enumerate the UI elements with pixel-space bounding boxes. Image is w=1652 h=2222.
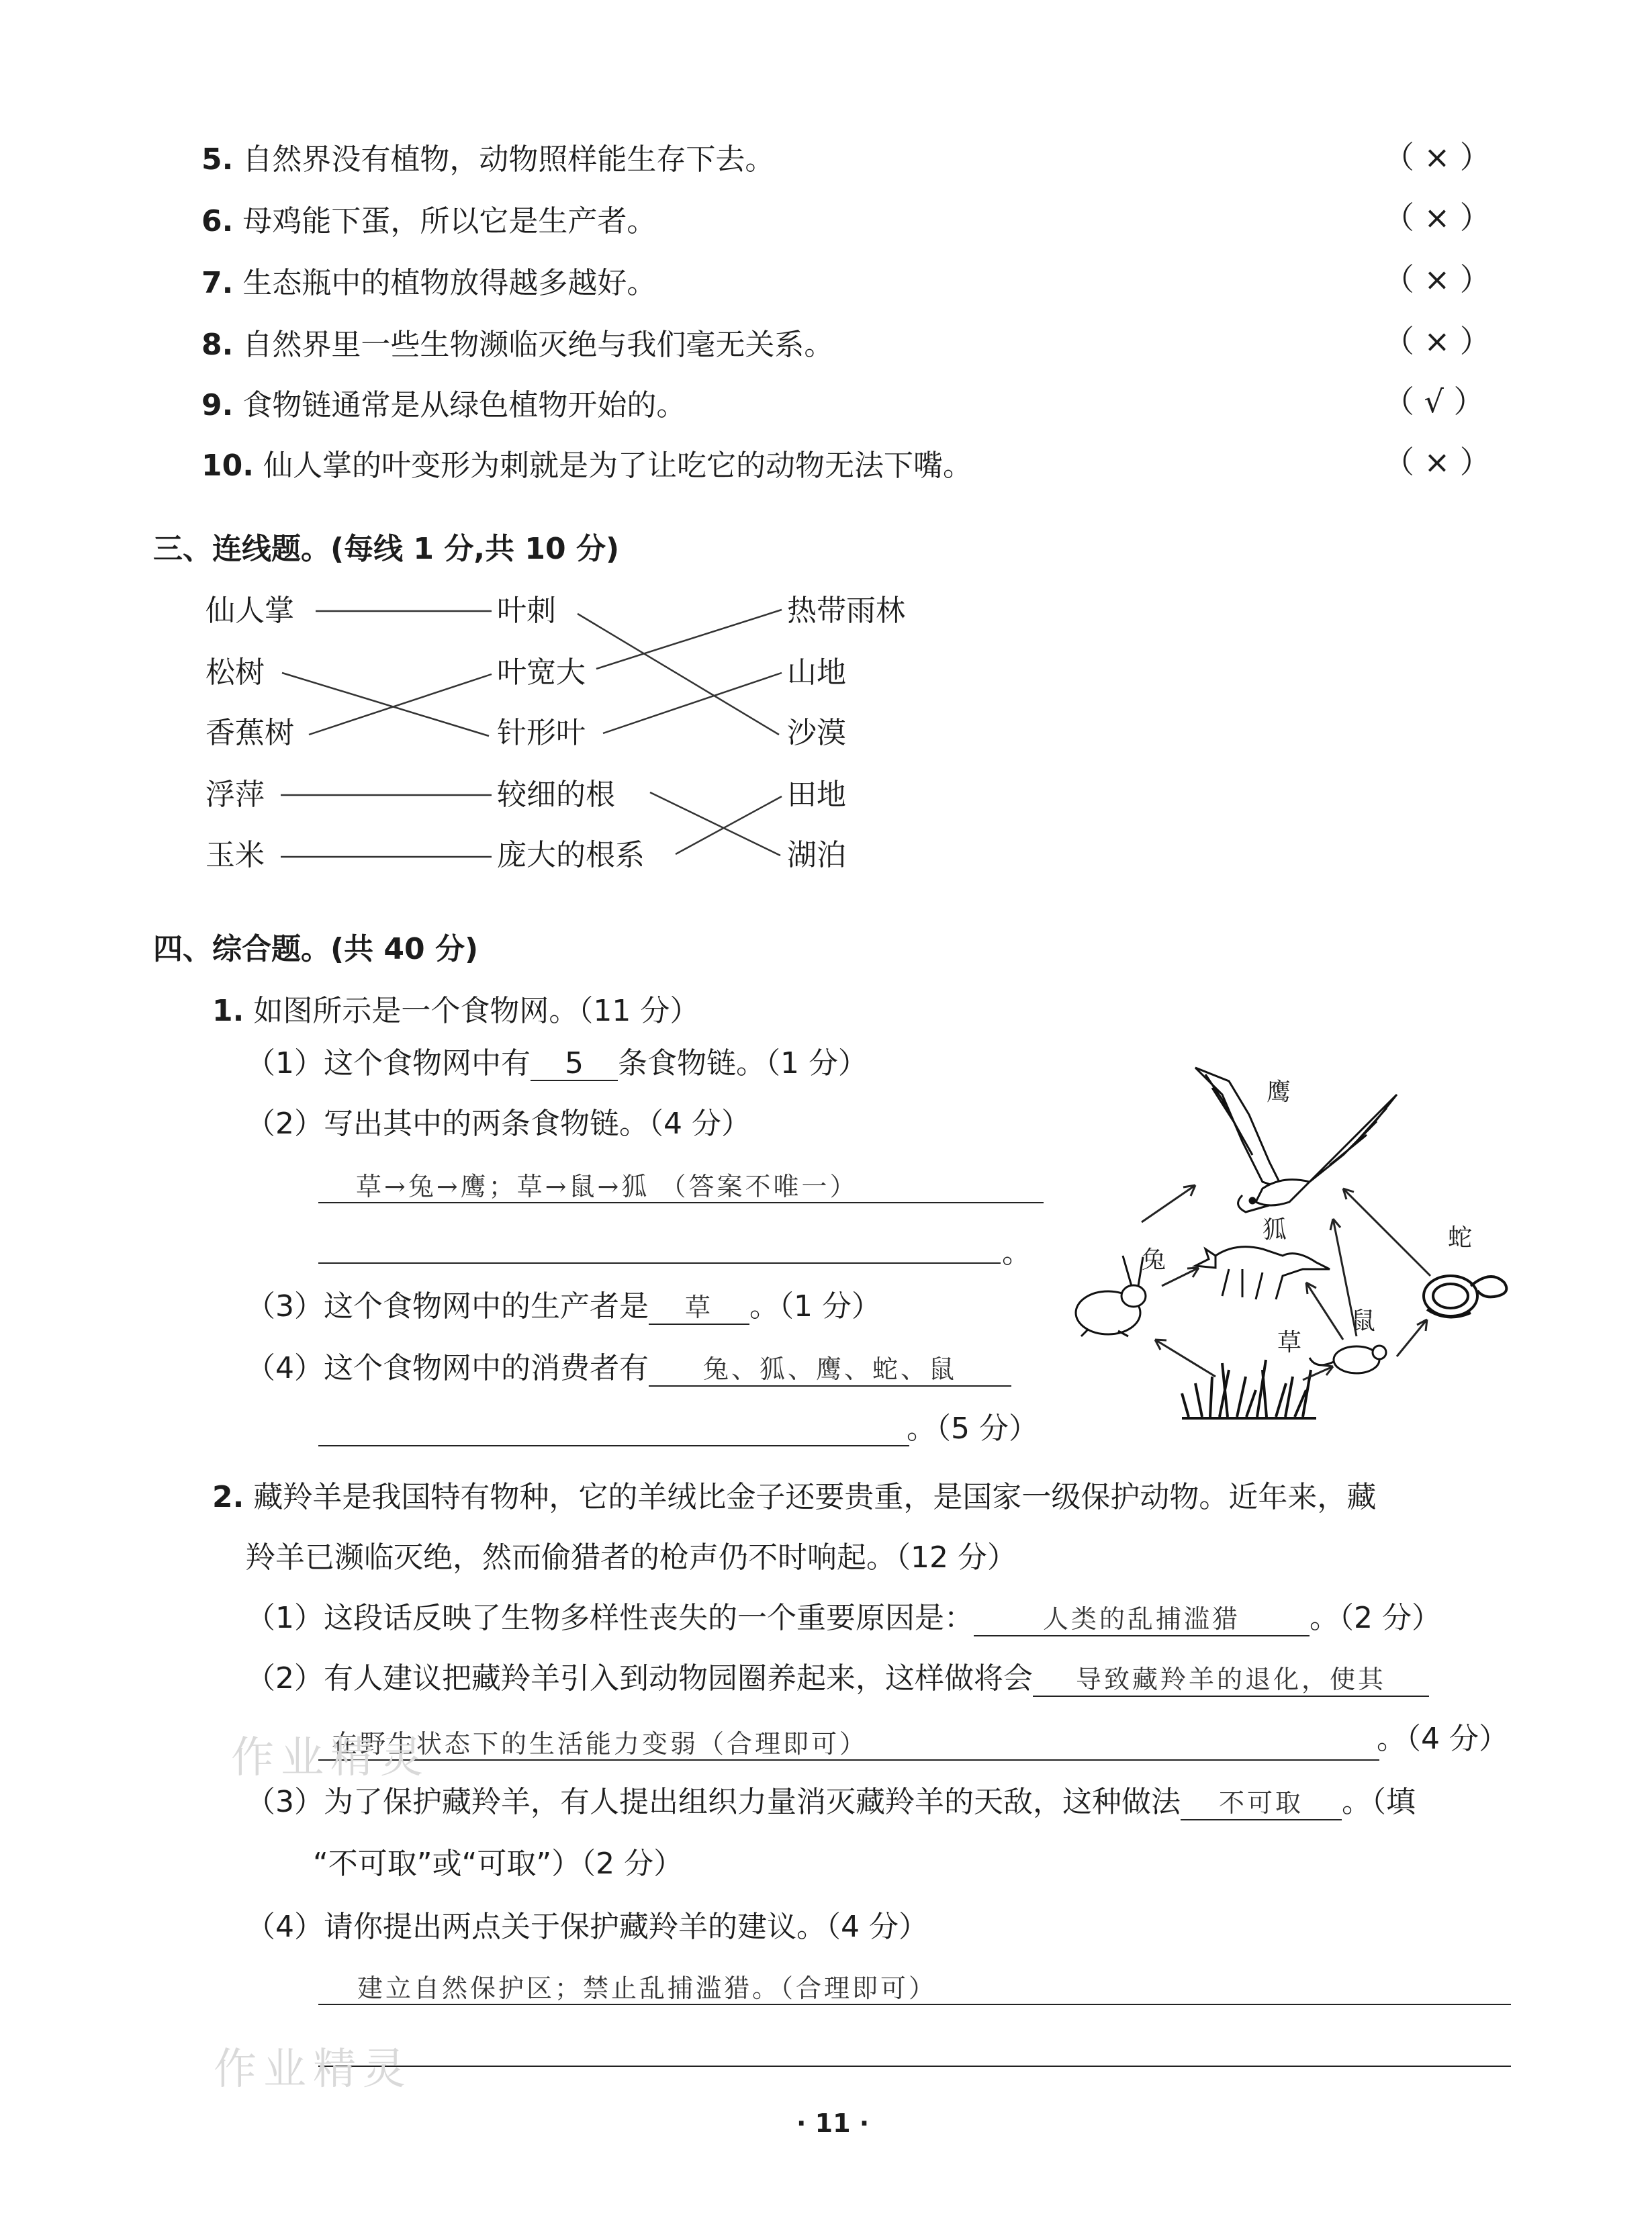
match-col3-item: 湖泊 bbox=[787, 838, 846, 872]
label-fox: 狐 bbox=[1263, 1216, 1287, 1244]
match-line bbox=[650, 792, 780, 855]
match-line bbox=[578, 614, 779, 735]
tf-mark: （ √ ） bbox=[1383, 383, 1485, 420]
match-lines bbox=[0, 0, 1652, 940]
match-col2-item: 针形叶 bbox=[497, 716, 586, 750]
match-col1-item: 玉米 bbox=[205, 838, 265, 872]
q2-part3: （3）为了保护藏羚羊，有人提出组织力量消灭藏羚羊的天敌，这种做法 不可取 。（填 bbox=[246, 1785, 1416, 1819]
q1-part2: （2）写出其中的两条食物链。（4 分） bbox=[246, 1107, 751, 1141]
watermark: 作业精灵 bbox=[214, 2045, 412, 2094]
match-col1-item: 松树 bbox=[205, 655, 265, 690]
match-col1-item: 仙人掌 bbox=[205, 594, 294, 628]
label-grass: 草 bbox=[1277, 1329, 1302, 1356]
q2-p2-end: 。（4 分） bbox=[1377, 1722, 1508, 1756]
q2-p3-answer: 不可取 bbox=[1181, 1787, 1342, 1820]
label-snake: 蛇 bbox=[1448, 1224, 1473, 1252]
match-col2-item: 庞大的根系 bbox=[497, 838, 645, 872]
section-4-title: 四、综合题。(共 40 分) bbox=[153, 932, 479, 966]
arrow-snake-eagle bbox=[1343, 1189, 1430, 1276]
match-line bbox=[596, 610, 782, 669]
q2-line1: 2. 藏羚羊是我国特有物种，它的羊绒比金子还要贵重，是国家一级保护动物。近年来，藏 bbox=[212, 1480, 1377, 1514]
rabbit-icon bbox=[1076, 1256, 1146, 1336]
q2-p2-answer-2: 在野生状态下的生活能力变弱（合理即可） bbox=[332, 1729, 868, 1759]
q2-p1-answer: 人类的乱捕滥猎 bbox=[974, 1603, 1310, 1636]
tf-item: 5. 自然界没有植物，动物照样能生存下去。 bbox=[201, 142, 775, 177]
eagle-icon bbox=[1195, 1068, 1397, 1212]
match-col3-item: 山地 bbox=[787, 655, 846, 690]
match-col2-item: 叶刺 bbox=[497, 594, 556, 628]
tf-mark: （ × ） bbox=[1383, 261, 1491, 297]
q1-part4: （4）这个食物网中的消费者有 兔、狐、鹰、蛇、鼠 bbox=[246, 1348, 1011, 1389]
match-col2-item: 较细的根 bbox=[497, 778, 615, 812]
answer-line bbox=[318, 1445, 909, 1446]
tf-item: 10. 仙人掌的叶变形为刺就是为了让吃它的动物无法下嘴。 bbox=[201, 449, 972, 483]
arrow-rabbit-eagle bbox=[1142, 1185, 1195, 1222]
tf-mark: （ × ） bbox=[1383, 444, 1491, 480]
tf-mark: （ × ） bbox=[1383, 323, 1491, 359]
match-col1-item: 香蕉树 bbox=[205, 716, 294, 750]
q2-p2-answer-1: 导致藏羚羊的退化，使其 bbox=[1033, 1663, 1429, 1697]
match-col3-item: 沙漠 bbox=[787, 716, 846, 750]
answer-line bbox=[318, 1202, 1044, 1203]
label-rabbit: 兔 bbox=[1142, 1246, 1166, 1274]
match-line bbox=[676, 796, 782, 854]
arrow-mouse-snake bbox=[1397, 1320, 1427, 1356]
match-col3-item: 热带雨林 bbox=[787, 594, 905, 628]
q1-part3: （3）这个食物网中的生产者是 草 。（1 分） bbox=[246, 1289, 881, 1324]
answer-line bbox=[318, 1759, 1379, 1761]
fox-icon bbox=[1195, 1247, 1330, 1299]
section-3-title: 三、连线题。(每线 1 分,共 10 分) bbox=[153, 532, 620, 566]
match-col2-item: 叶宽大 bbox=[497, 655, 586, 690]
answer-line bbox=[318, 2004, 1511, 2005]
q2-part2: （2）有人建议把藏羚羊引入到动物园圈养起来，这样做将会 导致藏羚羊的退化，使其 bbox=[246, 1659, 1429, 1699]
arrow-mouse-fox bbox=[1306, 1283, 1343, 1340]
q1-p2-end: 。 bbox=[1002, 1236, 1031, 1270]
mouse-icon bbox=[1310, 1346, 1386, 1373]
q1-p2-answer: 草→兔→鹰；草→鼠→狐 （答案不唯一） bbox=[356, 1172, 858, 1201]
q1-p4-answer: 兔、狐、鹰、蛇、鼠 bbox=[649, 1353, 1011, 1387]
q1-p4-end: 。（5 分） bbox=[907, 1411, 1038, 1446]
q2-line2: 羚羊已濒临灭绝，然而偷猎者的枪声仍不时响起。（12 分） bbox=[246, 1540, 1017, 1575]
match-line bbox=[282, 673, 489, 736]
tf-mark: （ × ） bbox=[1383, 139, 1491, 175]
match-col3-item: 田地 bbox=[787, 778, 846, 812]
q2-part3-line2: “不可取”或“可取”）（2 分） bbox=[313, 1847, 684, 1881]
q1-p1-answer: 5 bbox=[531, 1048, 618, 1081]
q1-part1: （1）这个食物网中有 5 条食物链。（1 分） bbox=[246, 1046, 868, 1080]
q2-p4-answer: 建立自然保护区；禁止乱捕滥猎。（合理即可） bbox=[357, 1974, 937, 2003]
tf-item: 9. 食物链通常是从绿色植物开始的。 bbox=[201, 388, 686, 422]
q2-part4: （4）请你提出两点关于保护藏羚羊的建议。（4 分） bbox=[246, 1910, 928, 1944]
arrow-grass-rabbit bbox=[1155, 1340, 1215, 1377]
label-eagle: 鹰 bbox=[1267, 1078, 1291, 1106]
label-mouse: 鼠 bbox=[1351, 1307, 1376, 1335]
answer-line bbox=[318, 2066, 1511, 2067]
q2-part1: （1）这段话反映了生物多样性丧失的一个重要原因是： 人类的乱捕滥猎 。（2 分） bbox=[246, 1601, 1441, 1635]
match-line bbox=[309, 674, 492, 735]
q1-p3-answer: 草 bbox=[649, 1291, 749, 1325]
answer-line bbox=[318, 1262, 1001, 1264]
page-number: · 11 · bbox=[796, 2109, 870, 2138]
watermark: 作业精灵 bbox=[231, 1733, 430, 1783]
tf-item: 7. 生态瓶中的植物放得越多越好。 bbox=[201, 266, 657, 300]
tf-item: 8. 自然界里一些生物濒临灭绝与我们毫无关系。 bbox=[201, 328, 834, 362]
tf-mark: （ × ） bbox=[1383, 199, 1491, 236]
tf-item: 6. 母鸡能下蛋，所以它是生产者。 bbox=[201, 204, 657, 238]
q1-title: 1. 如图所示是一个食物网。（11 分） bbox=[212, 994, 700, 1028]
snake-icon bbox=[1424, 1276, 1506, 1317]
match-col1-item: 浮萍 bbox=[205, 778, 265, 812]
